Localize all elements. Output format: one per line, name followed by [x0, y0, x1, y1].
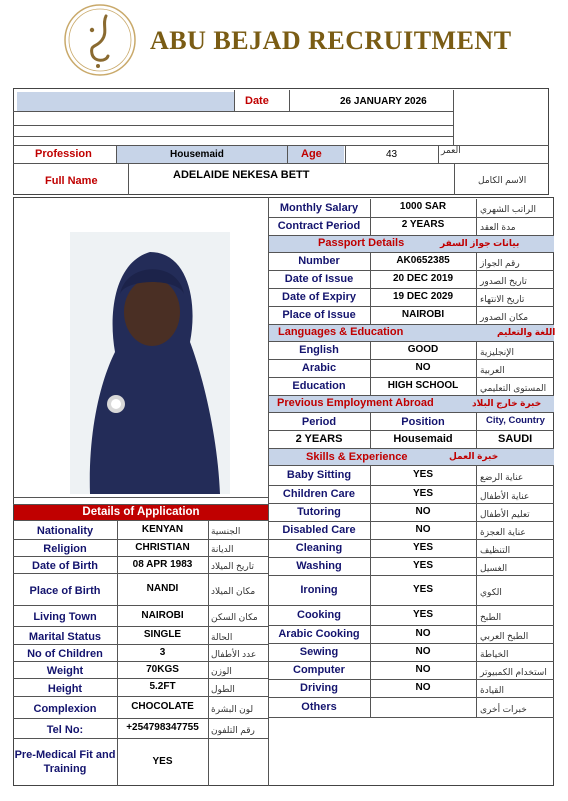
skill-label-10: Computer — [293, 663, 345, 676]
skill-value-0: YES — [412, 469, 433, 480]
profession-value: Housemaid — [170, 149, 224, 160]
languages-label-1: Arabic — [301, 361, 337, 374]
languages-arabic-1: العربية — [480, 364, 505, 375]
passport-label-1: Date of Issue — [284, 272, 354, 285]
skill-label-12: Others — [301, 700, 337, 713]
detail-value-0: KENYAN — [141, 523, 184, 535]
detail-label-0: Nationality — [36, 525, 94, 537]
passport-label-3: Place of Issue — [282, 308, 356, 321]
languages-title: Languages & Education — [278, 326, 404, 338]
detail-value-6: 3 — [159, 646, 166, 658]
passport-value-3: NAIROBI — [401, 309, 445, 320]
detail-arabic-8: الطول — [211, 683, 235, 694]
skill-arabic-0: عناية الرضع — [480, 471, 524, 482]
skill-label-11: Driving — [300, 681, 338, 694]
skill-value-3: NO — [415, 524, 431, 535]
passport-value-2: 19 DEC 2029 — [392, 291, 454, 302]
skills-title: Skills & Experience — [306, 451, 408, 463]
skill-label-6: Ironing — [300, 583, 338, 596]
profession-label: Profession — [35, 148, 92, 160]
age-arabic: العمر — [441, 145, 461, 155]
detail-label-9: Complexion — [33, 702, 97, 715]
skill-value-11: NO — [415, 682, 431, 693]
detail-value-2: 08 APR 1983 — [132, 558, 193, 570]
passport-label-2: Date of Expiry — [282, 290, 356, 303]
skill-arabic-7: الطبخ — [480, 611, 502, 622]
detail-value-7: 70KGS — [146, 663, 179, 675]
detail-value-11: YES — [152, 756, 173, 767]
skill-value-9: NO — [415, 646, 431, 657]
contract-salary-value: 1000 SAR — [399, 201, 447, 212]
skill-label-7: Cooking — [297, 608, 341, 621]
employment-col-position: Position — [401, 416, 445, 428]
age-label: Age — [301, 148, 322, 160]
date-value: 26 JANUARY 2026 — [340, 96, 427, 107]
employment-title-arabic: خبرة خارج البلاد — [472, 398, 542, 408]
detail-value-1: CHRISTIAN — [135, 541, 190, 553]
detail-label-5: Marital Status — [28, 630, 102, 643]
detail-arabic-4: مكان السكن — [211, 612, 258, 622]
skill-value-5: YES — [412, 560, 433, 571]
detail-label-3: Place of Birth — [29, 584, 101, 597]
detail-label-10: Tel No: — [46, 723, 84, 736]
contract-period-label: Contract Period — [277, 220, 361, 232]
passport-title-arabic: بيانات جواز السفر — [440, 238, 520, 248]
languages-value-2: HIGH SCHOOL — [387, 380, 459, 391]
detail-arabic-6: عدد الأطفال — [211, 649, 257, 659]
languages-arabic-0: الإنجليزية — [480, 346, 514, 357]
skill-label-4: Cleaning — [295, 541, 343, 554]
languages-title-arabic: اللغة والتعليم — [497, 327, 556, 337]
skill-arabic-2: تعليم الأطفال — [480, 508, 530, 519]
detail-arabic-2: تاريخ الميلاد — [211, 561, 254, 571]
skill-arabic-4: التنظيف — [480, 544, 511, 555]
skill-arabic-9: الخياطة — [480, 648, 509, 659]
skill-arabic-12: خبرات أخرى — [480, 703, 527, 714]
detail-arabic-0: الجنسية — [211, 526, 241, 536]
detail-arabic-7: الوزن — [211, 666, 232, 676]
skill-arabic-6: الكوي — [480, 586, 502, 597]
company-name: ABU BEJAD RECRUITMENT — [150, 26, 512, 55]
languages-arabic-2: المستوى التعليمي — [480, 382, 547, 393]
passport-arabic-1: تاريخ الصدور — [480, 275, 527, 286]
company-logo — [62, 2, 138, 78]
passport-arabic-3: مكان الصدور — [480, 311, 529, 322]
detail-label-11: Pre-Medical Fit and Training — [14, 749, 116, 775]
passport-arabic-0: رقم الجواز — [480, 257, 520, 268]
skill-value-10: NO — [415, 664, 431, 675]
skill-label-2: Tutoring — [297, 505, 341, 518]
detail-arabic-3: مكان الميلاد — [211, 585, 256, 596]
skills-title-arabic: خبرة العمل — [449, 451, 499, 461]
skill-value-7: YES — [412, 609, 433, 620]
employment-country: SAUDI — [498, 433, 533, 445]
fullname-value: ADELAIDE NEKESA BETT — [173, 169, 310, 181]
contract-salary-arabic: الراتب الشهري — [480, 204, 536, 214]
detail-label-6: No of Children — [27, 648, 103, 660]
contract-period-arabic: مدة العقد — [480, 222, 516, 232]
languages-label-0: English — [299, 343, 339, 356]
passport-label-0: Number — [298, 254, 340, 267]
fullname-arabic: الاسم الكامل — [478, 175, 527, 185]
age-value: 43 — [386, 149, 398, 160]
detail-label-4: Living Town — [33, 611, 97, 623]
skill-label-0: Baby Sitting — [286, 468, 352, 481]
fullname-label: Full Name — [45, 175, 98, 187]
detail-arabic-1: الديانة — [211, 544, 234, 554]
detail-label-7: Weight — [46, 665, 84, 677]
detail-value-8: 5.2FT — [149, 681, 176, 692]
contract-period-value: 2 YEARS — [401, 219, 445, 230]
detail-label-1: Religion — [43, 543, 87, 555]
skill-value-8: NO — [415, 628, 431, 639]
passport-value-1: 20 DEC 2019 — [392, 273, 454, 284]
skill-value-6: YES — [412, 584, 433, 595]
languages-value-1: NO — [415, 362, 431, 373]
detail-label-8: Height — [47, 682, 83, 695]
employment-position: Housemaid — [393, 433, 453, 445]
detail-value-5: SINGLE — [143, 629, 182, 640]
passport-arabic-2: تاريخ الانتهاء — [480, 293, 525, 304]
skill-arabic-11: القيادة — [480, 684, 504, 695]
skill-label-8: Arabic Cooking — [278, 627, 360, 640]
skill-label-3: Disabled Care — [282, 523, 356, 536]
employment-title: Previous Employment Abroad — [277, 397, 434, 409]
skill-arabic-1: عناية الأطفال — [480, 490, 530, 501]
skill-value-4: YES — [412, 542, 433, 553]
candidate-photo — [70, 232, 230, 494]
languages-value-0: GOOD — [407, 344, 439, 355]
languages-label-2: Education — [292, 379, 346, 392]
details-title: Details of Application — [82, 506, 200, 518]
detail-arabic-10: رقم التلفون — [211, 724, 255, 735]
skill-value-1: YES — [412, 488, 433, 499]
employment-col-city: City, Country — [486, 415, 545, 426]
skill-value-2: NO — [415, 506, 431, 517]
passport-value-0: AK0652385 — [396, 255, 450, 266]
employment-period: 2 YEARS — [295, 433, 343, 445]
skill-arabic-8: الطبخ العربي — [480, 630, 529, 641]
skill-label-9: Sewing — [299, 645, 339, 658]
skill-label-1: Children Care — [282, 487, 356, 500]
detail-label-2: Date of Birth — [32, 560, 98, 572]
detail-value-10: +254798347755 — [126, 722, 199, 733]
date-label: Date — [245, 95, 269, 107]
passport-title: Passport Details — [318, 237, 405, 249]
skill-arabic-5: الغسيل — [480, 562, 508, 573]
contract-salary-label: Monthly Salary — [279, 202, 359, 214]
skill-arabic-10: استخدام الكمبيوتر — [480, 666, 547, 677]
employment-col-period: Period — [301, 416, 337, 428]
detail-value-3: NANDI — [146, 583, 179, 594]
skill-label-5: Washing — [296, 559, 342, 572]
detail-value-9: CHOCOLATE — [131, 701, 194, 712]
detail-arabic-5: الحالة — [211, 631, 233, 642]
skill-arabic-3: عناية العجزة — [480, 526, 526, 537]
detail-value-4: NAIROBI — [141, 609, 184, 621]
detail-arabic-9: لون البشرة — [211, 703, 254, 714]
